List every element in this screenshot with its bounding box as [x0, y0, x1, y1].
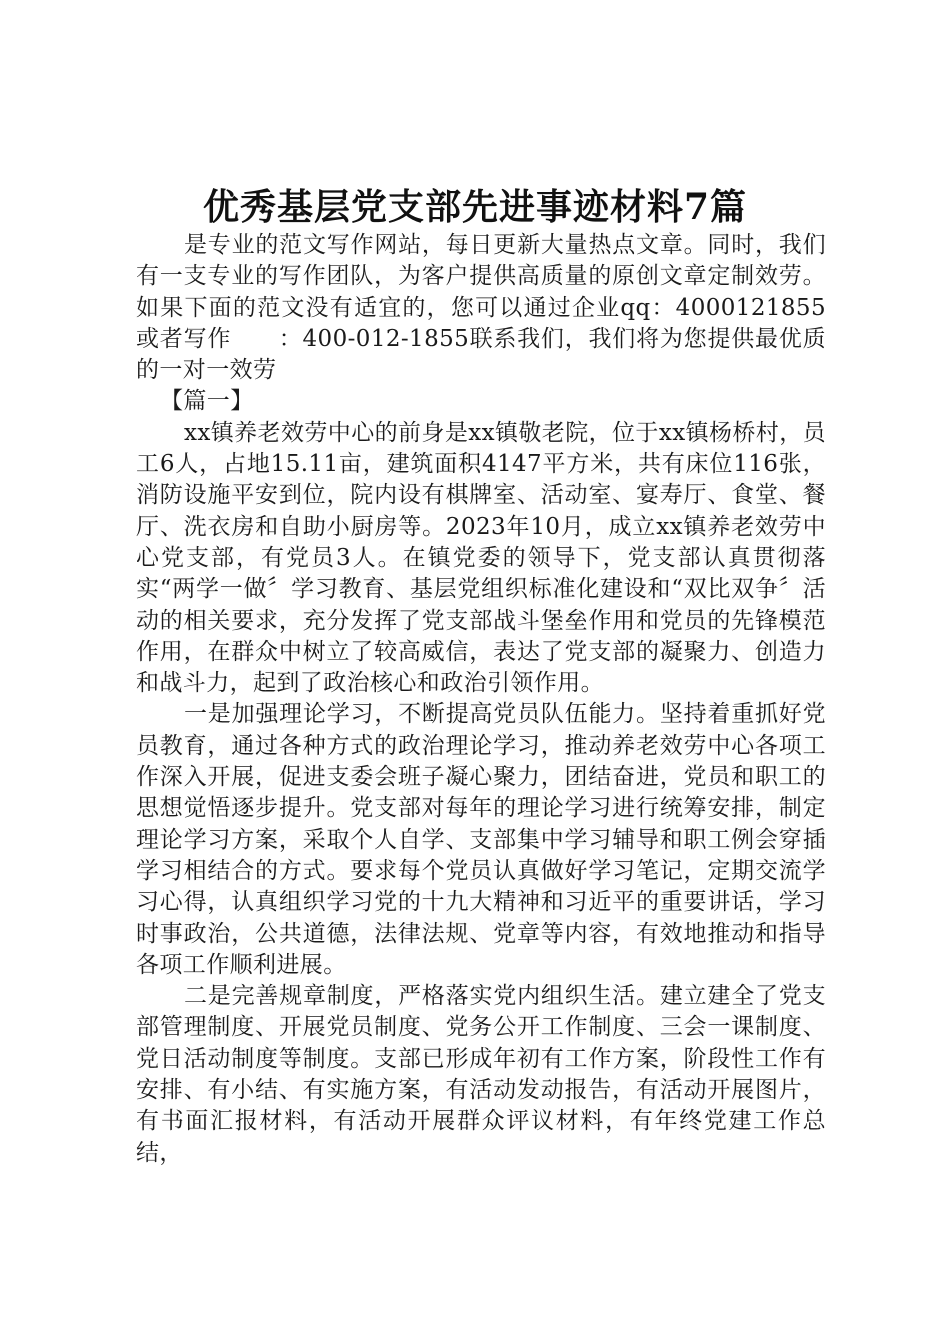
section-heading: 【篇一】 — [160, 388, 254, 415]
document-body — [136, 230, 826, 1169]
body-paragraph-1: xx镇养老效劳中心的前身是xx镇敬老院，位于xx镇杨桥村，员工6人，占地15.11亩，建筑面积4147平方米，共有床位116张，消防设施平安到位，院内设有棋牌室、活动室、宴寿厅、食堂、餐厅、洗衣房和自助小厨房等。2023年10月，成立xx镇养老效劳中心党支部，有党员3人。在镇党委的领导下，党支部认真贯彻落实“两学一做〞学习教育、基层党组织标准化建设和“双比双争〞活动的相关要求，充分发挥了党支部战斗堡垒作用和党员的先锋模范作用，在群众中树立了较高威信，表达了党支部的凝聚力、创造力和战斗力，起到了政治核心和政治引领作用。 — [136, 419, 826, 697]
intro-paragraph: 是专业的范文写作网站，每日更新大量热点文章。同时，我们有一支专业的写作团队，为客户提供高质量的原创文章定制效劳。如果下面的范文没有适宜的，您可以通过企业qq：4000121855或者写作 ：400-012-1855联系我们，我们将为您提供最优质的一对一效劳 — [136, 232, 826, 384]
document-title: 优秀基层党支部先进事迹材料7篇 — [202, 186, 748, 228]
body-paragraph-3: 二是完善规章制度，严格落实党内组织生活。建立建全了党支部管理制度、开展党员制度、党务公开工作制度、三会一课制度、党日活动制度等制度。支部已形成年初有工作方案，阶段性工作有安排、有小结、有实施方案，有活动发动报告，有活动开展图片，有书面汇报材料，有活动开展群众评议材料，有年终党建工作总结， — [136, 983, 826, 1166]
body-paragraph-2: 一是加强理论学习，不断提高党员队伍能力。坚持着重抓好党员教育，通过各种方式的政治理论学习，推动养老效劳中心各项工作深入开展，促进支委会班子凝心聚力，团结奋进，党员和职工的思想觉悟逐步提升。党支部对每年的理论学习进行统筹安排，制定理论学习方案，采取个人自学、支部集中学习辅导和职工例会穿插学习相结合的方式。要求每个党员认真做好学习笔记，定期交流学习心得，认真组织学习党的十九大精神和习近平的重要讲话，学习时事政治，公共道德，法律法规、党章等内容，有效地推动和指导各项工作顺利进展。 — [136, 701, 826, 978]
